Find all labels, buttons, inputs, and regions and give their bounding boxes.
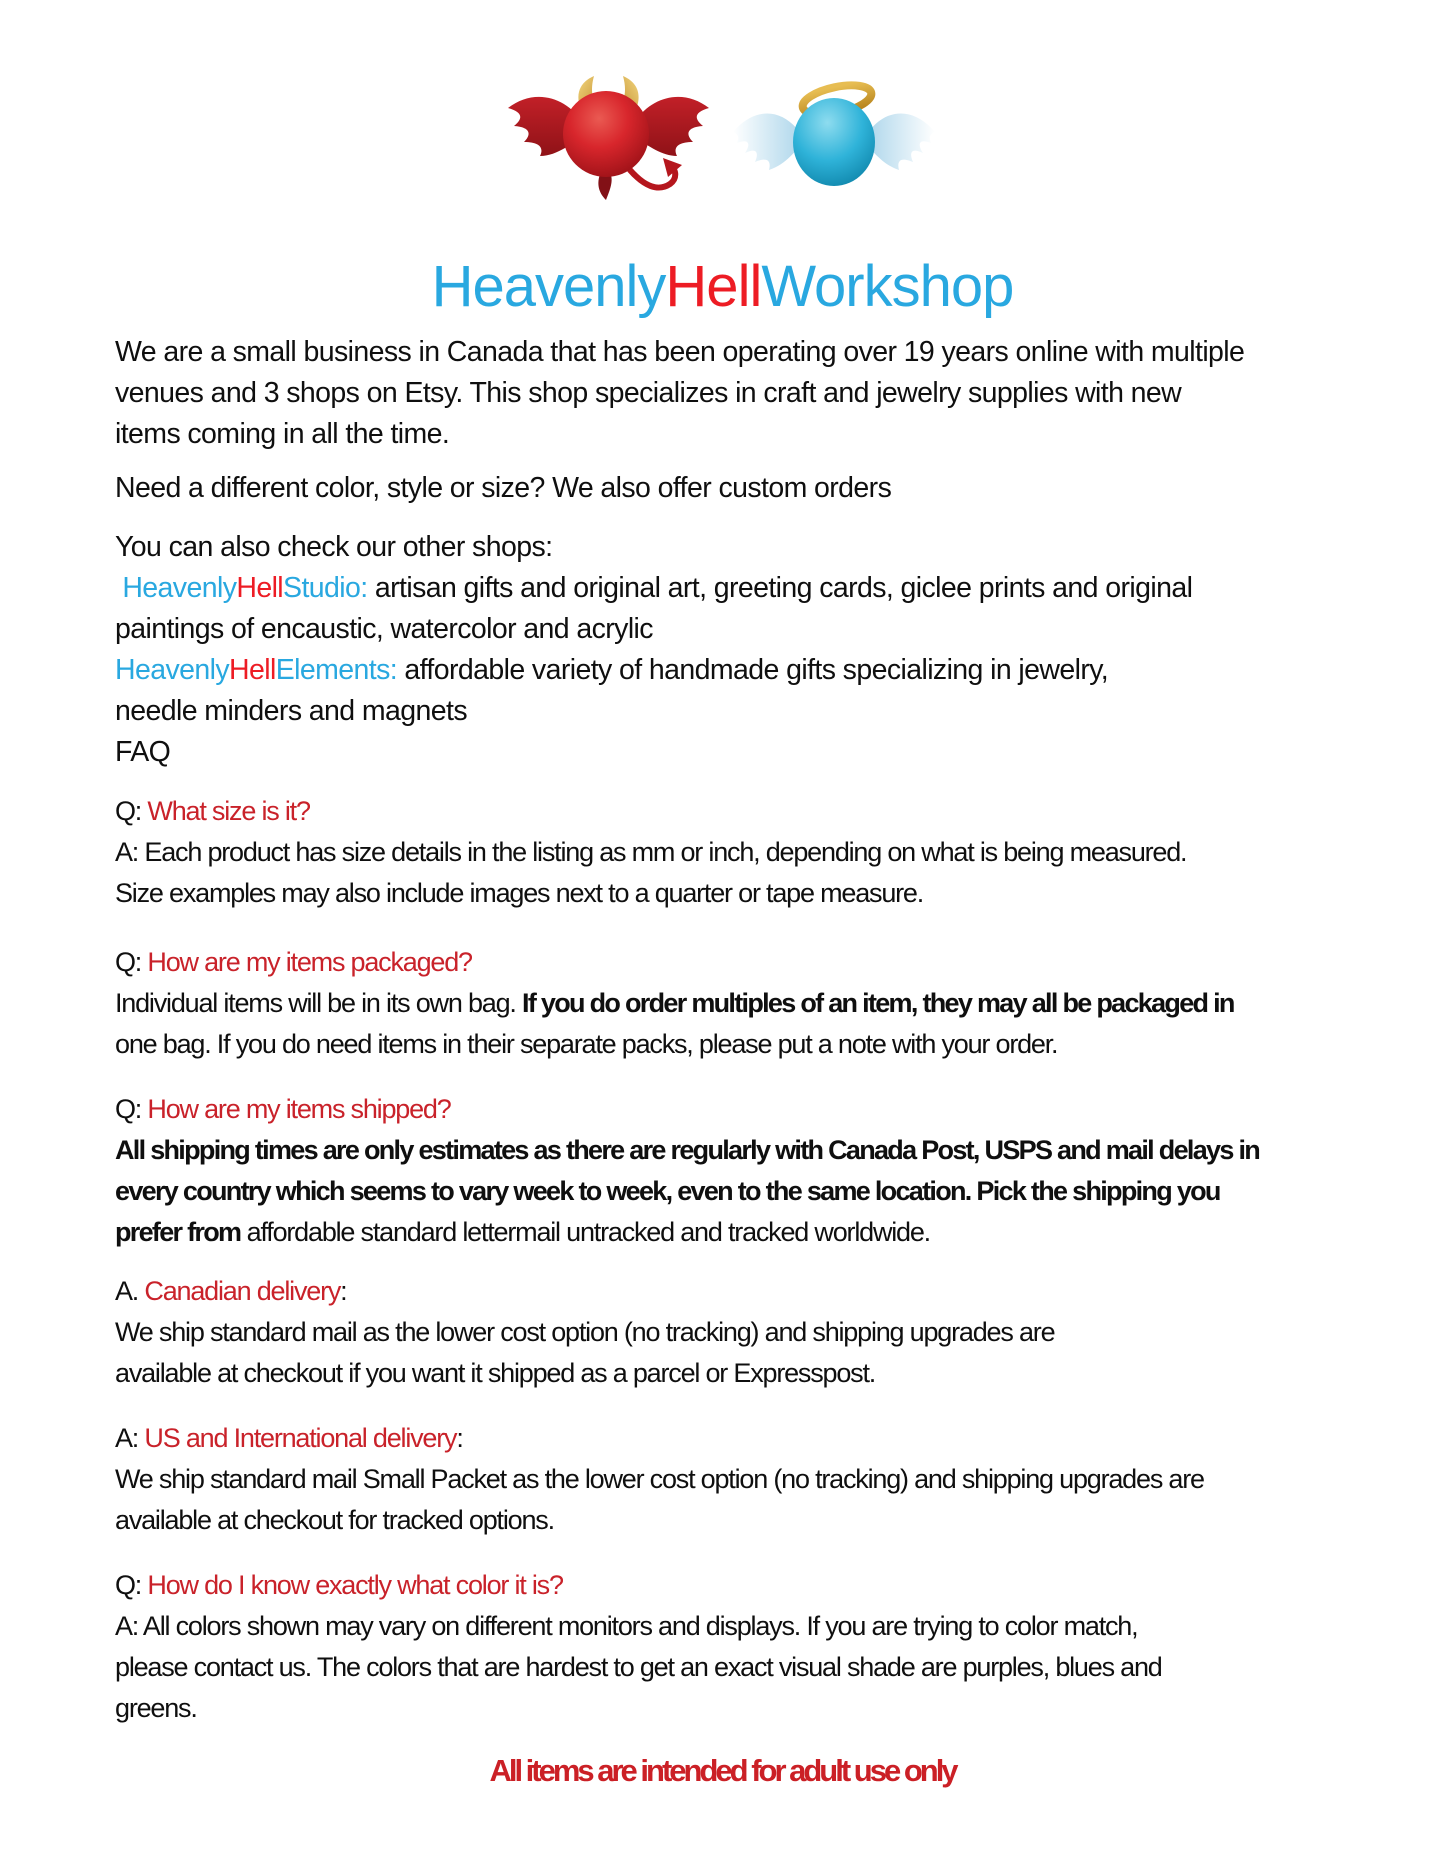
text-segment: If you do order multiples of an item, they may all be packaged in xyxy=(522,988,1234,1018)
paragraph xyxy=(115,793,1385,916)
text-segment: A. xyxy=(115,1276,145,1306)
text-segment: Q: xyxy=(115,1094,148,1124)
devil-icon xyxy=(506,76,711,200)
text-segment: paintings of encaustic, watercolor and acrylic xyxy=(115,613,653,645)
paragraph xyxy=(115,529,1385,775)
text-line xyxy=(115,1608,1385,1649)
text-line xyxy=(115,570,1385,611)
text-line xyxy=(115,1314,1385,1355)
faq-question: What size is it? xyxy=(147,796,310,826)
text-segment: affordable variety of handmade gifts specializing in jewelry, xyxy=(397,654,1109,686)
page-title xyxy=(0,256,1445,318)
text-segment: artisan gifts and original art, greeting cards, giclee prints and original xyxy=(367,572,1193,604)
text-segment: We ship standard mail as the lower cost option (no tracking) and shipping upgrades are xyxy=(115,1317,1055,1347)
faq-answer-heading: Canadian delivery xyxy=(144,1276,341,1306)
text-line xyxy=(115,793,1385,834)
text-line xyxy=(115,652,1385,693)
text-segment: items coming in all the time. xyxy=(115,418,450,450)
paragraph xyxy=(115,944,1385,1067)
text-line xyxy=(115,1355,1385,1396)
text-line xyxy=(115,1026,1385,1067)
text-line xyxy=(115,1273,1385,1314)
document-body xyxy=(115,334,1385,1731)
paragraph xyxy=(115,334,1385,457)
text-segment: A: All colors shown may vary on different monitors and displays. If you are trying to color match, xyxy=(115,1611,1138,1641)
text-line xyxy=(115,334,1385,375)
text-line xyxy=(115,1132,1385,1173)
text-line xyxy=(115,470,1385,511)
text-line xyxy=(115,1461,1385,1502)
text-segment: greens. xyxy=(115,1693,197,1723)
faq-question: How are my items shipped? xyxy=(147,1094,451,1124)
text-segment: A: Each product has size details in the listing as mm or inch, depending on what is being measured. xyxy=(115,837,1187,867)
paragraph xyxy=(115,470,1385,511)
text-segment: A: xyxy=(115,1423,145,1453)
text-line xyxy=(115,1502,1385,1543)
text-line xyxy=(115,834,1385,875)
text-segment: We ship standard mail Small Packet as the lower cost option (no tracking) and shipping upgrades are xyxy=(115,1464,1204,1494)
text-line xyxy=(115,416,1385,457)
text-segment: affordable standard lettermail untracked and tracked worldwide. xyxy=(240,1217,930,1247)
text-segment: available at checkout for tracked options. xyxy=(115,1505,554,1535)
text-line xyxy=(115,1420,1385,1461)
text-segment: Individual items will be in its own bag. xyxy=(115,988,523,1018)
text-line xyxy=(115,944,1385,985)
text-line xyxy=(115,985,1385,1026)
text-segment: : xyxy=(456,1423,463,1453)
text-segment: FAQ xyxy=(115,736,171,768)
text-segment: Q: xyxy=(115,947,148,977)
paragraph xyxy=(115,1567,1385,1731)
text-segment: one bag. If you do need items in their separate packs, please put a note with your order. xyxy=(115,1029,1058,1059)
text-segment: Q: xyxy=(115,1570,148,1600)
text-line xyxy=(115,1567,1385,1608)
text-line xyxy=(115,693,1385,734)
text-segment: All shipping times are only estimates as there are regularly with Canada Post, USPS and mail delays in xyxy=(115,1135,1260,1165)
text-segment: available at checkout if you want it shipped as a parcel or Expresspost. xyxy=(115,1358,876,1388)
faq-question: How are my items packaged? xyxy=(147,947,472,977)
angel-icon xyxy=(729,76,939,194)
text-line xyxy=(115,734,1385,775)
paragraph xyxy=(115,1091,1385,1255)
text-segment: prefer from xyxy=(115,1217,241,1247)
paragraph xyxy=(115,1420,1385,1543)
shop-link-heavenlyhellelements: Heavenly xyxy=(115,654,230,686)
text-line xyxy=(115,875,1385,916)
adult-use-notice: All items are intended for adult use only xyxy=(489,1753,956,1788)
text-segment: Q: xyxy=(115,796,148,826)
text-line xyxy=(115,375,1385,416)
faq-question: How do I know exactly what color it is? xyxy=(147,1570,563,1600)
text-segment: You can also check our other shops: xyxy=(115,531,553,563)
shop-link-heavenlyhellstudio: Heavenly xyxy=(122,572,237,604)
shop-link-heavenlyhellstudio: Studio: xyxy=(283,572,368,604)
title-hell: Hell xyxy=(665,254,762,319)
paragraph xyxy=(115,1273,1385,1396)
text-line xyxy=(115,1649,1385,1690)
text-segment: Size examples may also include images next to a quarter or tape measure. xyxy=(115,878,924,908)
shop-link-heavenlyhellelements: Hell xyxy=(229,654,276,686)
text-line xyxy=(115,611,1385,652)
title-workshop: Workshop xyxy=(761,254,1014,319)
shop-link-heavenlyhellstudio: Hell xyxy=(236,572,284,604)
title-heavenly: Heavenly xyxy=(431,254,666,319)
logo xyxy=(0,0,1445,200)
faq-answer-heading: US and International delivery xyxy=(144,1423,457,1453)
text-segment: please contact us. The colors that are hardest to get an exact visual shade are purples, blues and xyxy=(115,1652,1162,1682)
text-segment: venues and 3 shops on Etsy. This shop specializes in craft and jewelry supplies with new xyxy=(115,377,1182,409)
text-segment: We are a small business in Canada that has been operating over 19 years online with multiple xyxy=(115,336,1245,368)
text-segment: needle minders and magnets xyxy=(115,695,467,727)
text-line xyxy=(115,1091,1385,1132)
shop-link-heavenlyhellelements: Elements: xyxy=(275,654,398,686)
text-line xyxy=(115,1173,1385,1214)
text-segment: : xyxy=(340,1276,347,1306)
text-segment: every country which seems to vary week to week, even to the same location. Pick the shipping you xyxy=(115,1176,1220,1206)
text-line xyxy=(115,1690,1385,1731)
text-segment: Need a different color, style or size? We also offer custom orders xyxy=(115,472,892,504)
text-line xyxy=(115,1214,1385,1255)
text-line xyxy=(115,529,1385,570)
